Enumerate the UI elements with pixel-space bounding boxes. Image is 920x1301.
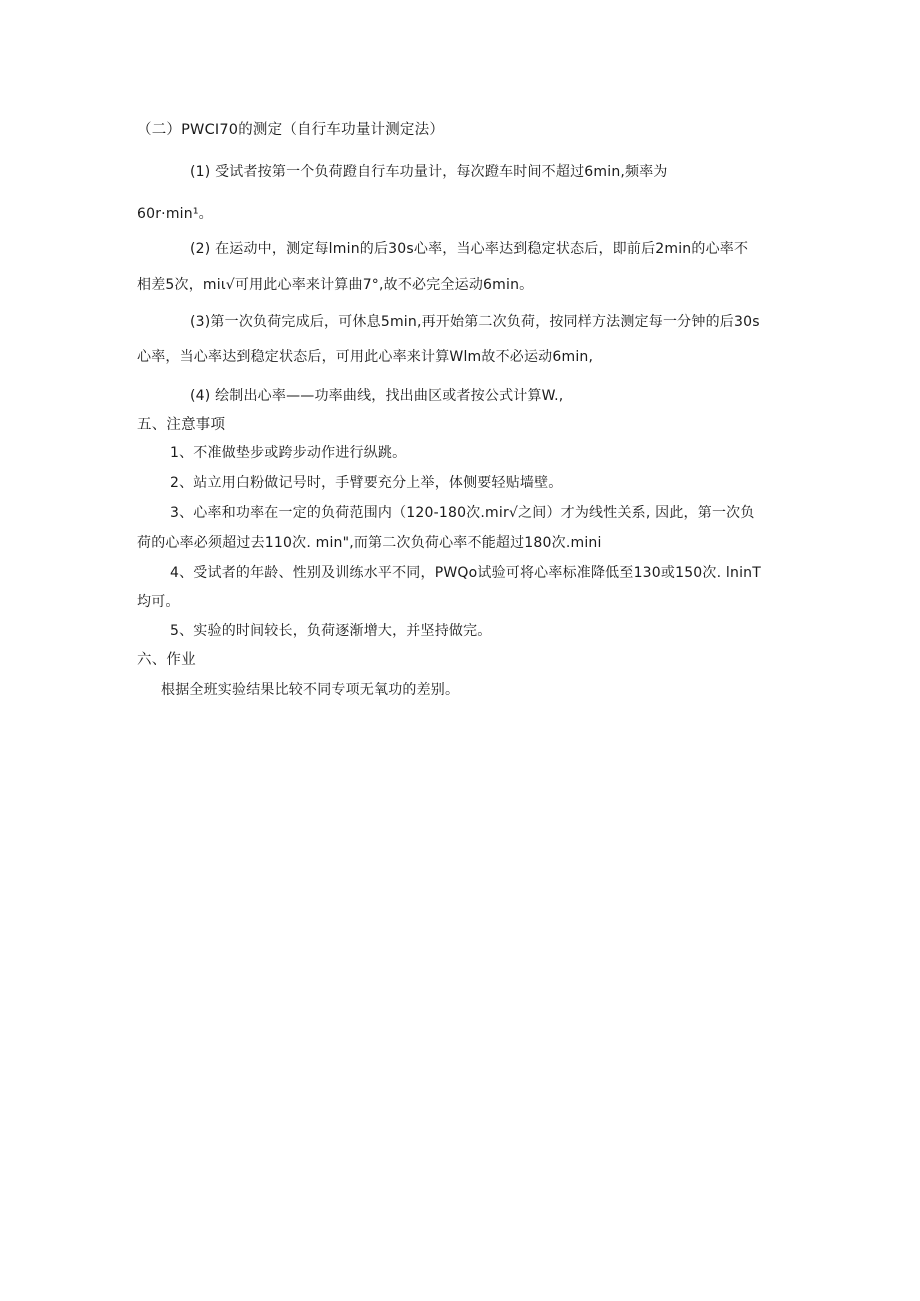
note-3-line-2: 荷的心率必须超过去110次. min",而第二次负荷心率不能超过180次.mini	[137, 535, 602, 551]
note-1: 1、不准做垫步或跨步动作进行纵跳。	[170, 445, 407, 461]
note-4-line-1: 4、受试者的年龄、性别及训练水平不同，PWQo试验可将心率标准降低至130或150次. lninT	[170, 565, 761, 581]
assignment-text: 根据全班实验结果比较不同专项无氧功的差别。	[161, 682, 460, 698]
note-3-line-1: 3、心率和功率在一定的负荷范围内（120-180次.mir√之间）才为线性关系, 因此，第一次负	[170, 505, 755, 521]
step-3-line-2: 心率，当心率达到稳定状态后，可用此心率来计算Wlm故不必运动6min,	[137, 349, 594, 365]
section-2-heading: （二）PWCI70的测定（自行车功量计测定法）	[137, 122, 445, 138]
step-2-line-2: 相差5次，miι√可用此心率来计算曲7°,故不必完全运动6min。	[137, 277, 534, 293]
section-6-heading: 六、作业	[137, 652, 196, 668]
step-3-line-1: (3)第一次负荷完成后，可休息5min,再开始第二次负荷，按同样方法测定每一分钟的后30s	[190, 314, 760, 330]
step-1-line-2: 60r·min¹。	[137, 206, 213, 222]
step-4-line-1: (4) 绘制出心率——功率曲线，找出曲区或者按公式计算W.,	[190, 388, 564, 404]
note-5: 5、实验的时间较长，负荷逐渐增大，并坚持做完。	[170, 623, 492, 639]
step-2-line-1: (2) 在运动中，测定每lmin的后30s心率，当心率达到稳定状态后，即前后2min的心率不	[190, 241, 749, 257]
section-5-heading: 五、注意事项	[137, 417, 226, 433]
note-4-line-2: 均可。	[137, 594, 180, 610]
step-1-line-1: (1) 受试者按第一个负荷蹬自行车功量计，每次蹬车时间不超过6min,频率为	[190, 164, 668, 180]
note-2: 2、站立用白粉做记号时，手臂要充分上举，体侧要轻贴墙壁。	[170, 475, 563, 491]
